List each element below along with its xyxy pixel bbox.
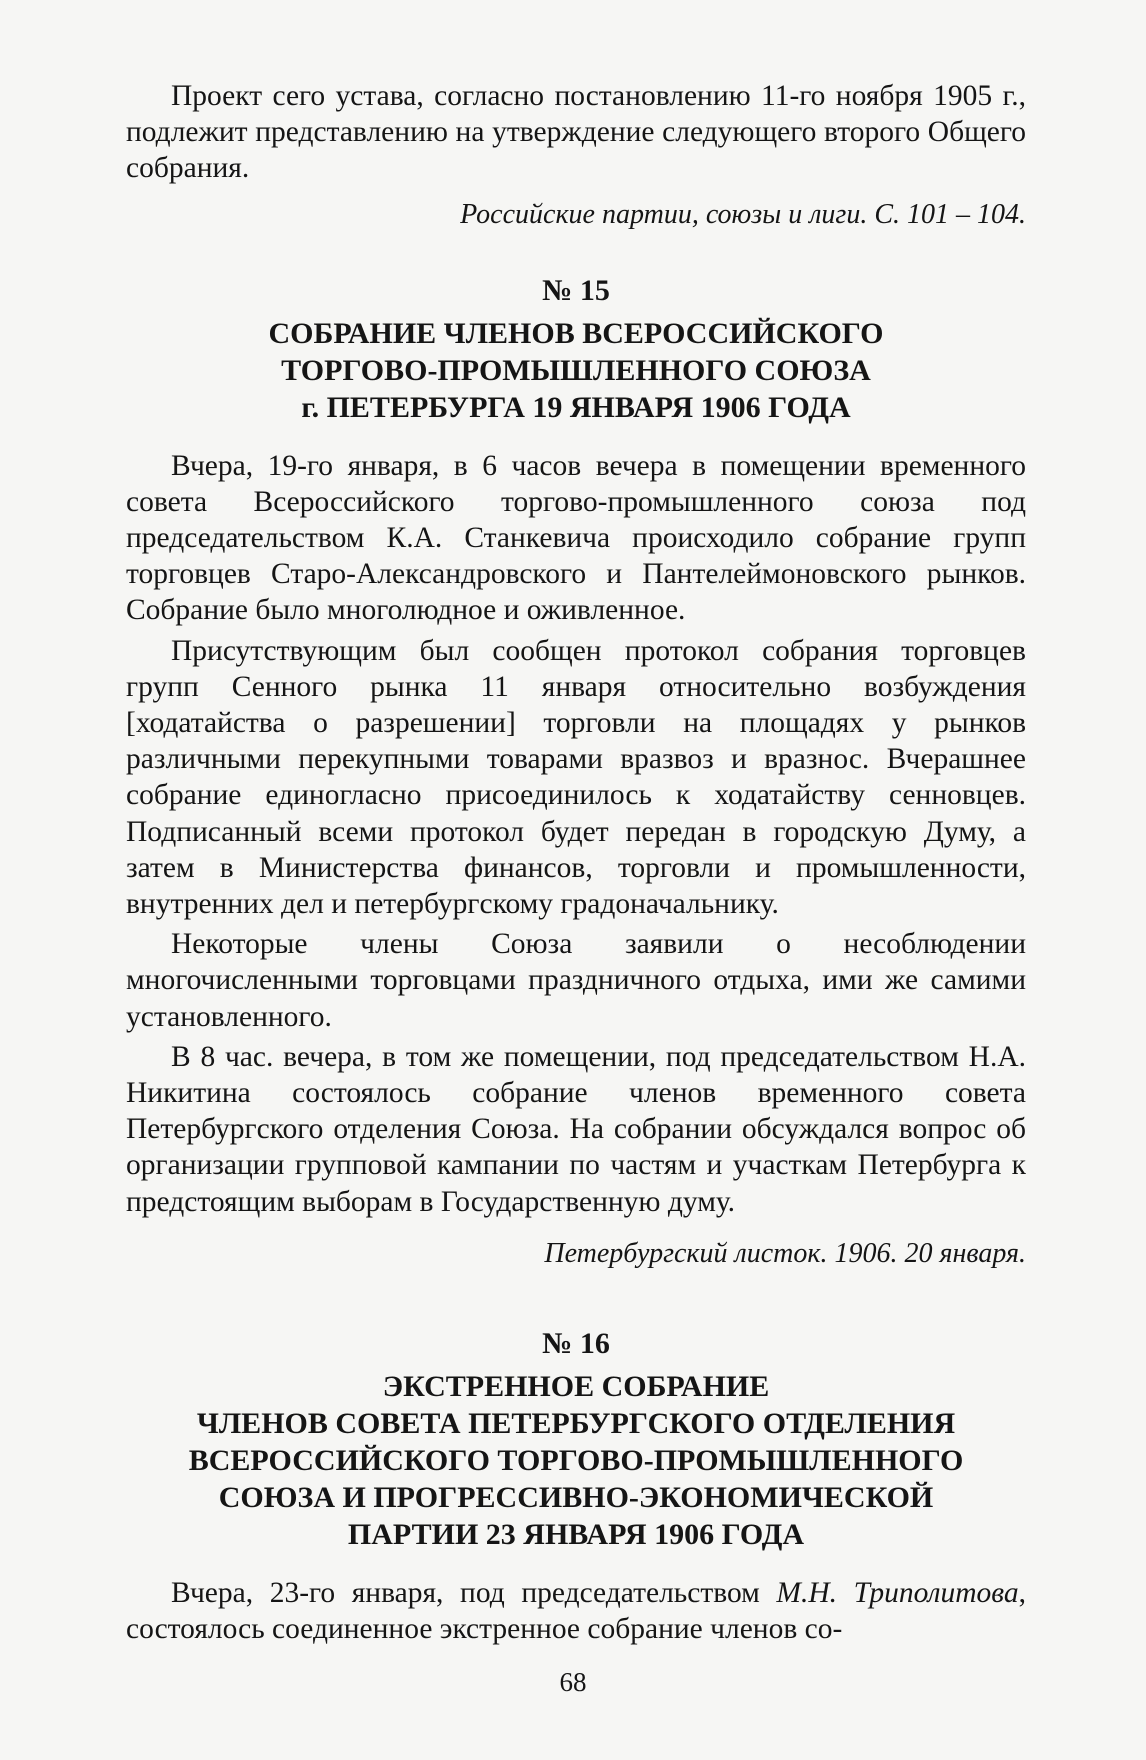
document-15-number: № 15: [542, 273, 610, 307]
document-15-title: [126, 315, 1026, 426]
book-page: [126, 78, 1026, 1647]
document-16-title-line: ВСЕРОССИЙСКОГО ТОРГОВО-ПРОМЫШЛЕННОГО: [188, 1443, 964, 1477]
document-16-paragraph: [126, 1575, 1026, 1647]
document-15-source: Петербургский листок. 1906. 20 января.: [544, 1237, 1026, 1269]
chairman-name: М.Н. Триполитова: [776, 1576, 1019, 1609]
document-15-title-line: ТОРГОВО-ПРОМЫШЛЕННОГО СОЮЗА: [281, 353, 871, 387]
document-15-title-line: СОБРАНИЕ ЧЛЕНОВ ВСЕРОССИЙСКОГО: [268, 316, 884, 350]
document-15-paragraph: Присутствующим был сообщен протокол собрания торговцев групп Сенного рынка 11 января относительно возбуждения [ходатайства о разрешении] торговли на площадях у рынков различными перекупными товарами вразвоз и вразнос. Вчерашнее собрание единогласно присоединилось к ходатайству сенновцев. Подписанный всеми протокол будет передан в городскую Думу, а затем в Министерства финансов, торговли и промышленности, внутренних дел и петербургскому градоначальнику.: [126, 634, 1026, 921]
document-15-paragraph: Вчера, 19-го января, в 6 часов вечера в помещении временного совета Всероссийского торгово-промышленного союза под председательством К.А. Станкевича происходило собрание групп торговцев Старо-Александровского и Пантелеймоновского рынков. Собрание было многолюдное и оживленное.: [126, 449, 1026, 627]
top-paragraph: Проект сего устава, согласно постановлению 11-го ноября 1905 г., подлежит представлению на утверждение следующего второго Общего собрания.: [126, 80, 1026, 185]
paragraph-text-end: , состоялось соединенное экстренное собрание членов со-: [126, 1576, 1026, 1646]
document-15-title-line: г. ПЕТЕРБУРГА 19 ЯНВАРЯ 1906 ГОДА: [301, 390, 851, 424]
document-16-title: [126, 1368, 1026, 1553]
page-number: 68: [559, 1667, 587, 1697]
source-citation-1: Российские партии, союзы и лиги. С. 101 – 104.: [460, 198, 1026, 230]
document-16-title-line: СОЮЗА И ПРОГРЕССИВНО-ЭКОНОМИЧЕСКОЙ: [218, 1480, 934, 1514]
document-15-paragraph: В 8 час. вечера, в том же помещении, под председательством Н.А. Никитина состоялось собрание членов временного совета Петербургского отделения Союза. На собрании обсуждался вопрос об организации групповой кампании по частям и участкам Петербурга к предстоящим выборам в Государственную думу.: [126, 1040, 1026, 1218]
document-15: [126, 273, 1026, 1272]
document-16: [126, 1326, 1026, 1647]
document-16-number: № 16: [542, 1326, 610, 1360]
document-16-title-line: ЭКСТРЕННОЕ СОБРАНИЕ: [382, 1369, 770, 1403]
document-16-title-line: ПАРТИИ 23 ЯНВАРЯ 1906 ГОДА: [347, 1517, 805, 1551]
document-15-paragraph: Некоторые члены Союза заявили о несоблюдении многочисленными торговцами праздничного отдыха, ими же самими установленного.: [126, 928, 1026, 1033]
paragraph-text-start: Вчера, 23-го января, под председательством: [171, 1576, 777, 1609]
document-16-title-line: ЧЛЕНОВ СОВЕТА ПЕТЕРБУРГСКОГО ОТДЕЛЕНИЯ: [196, 1406, 956, 1440]
